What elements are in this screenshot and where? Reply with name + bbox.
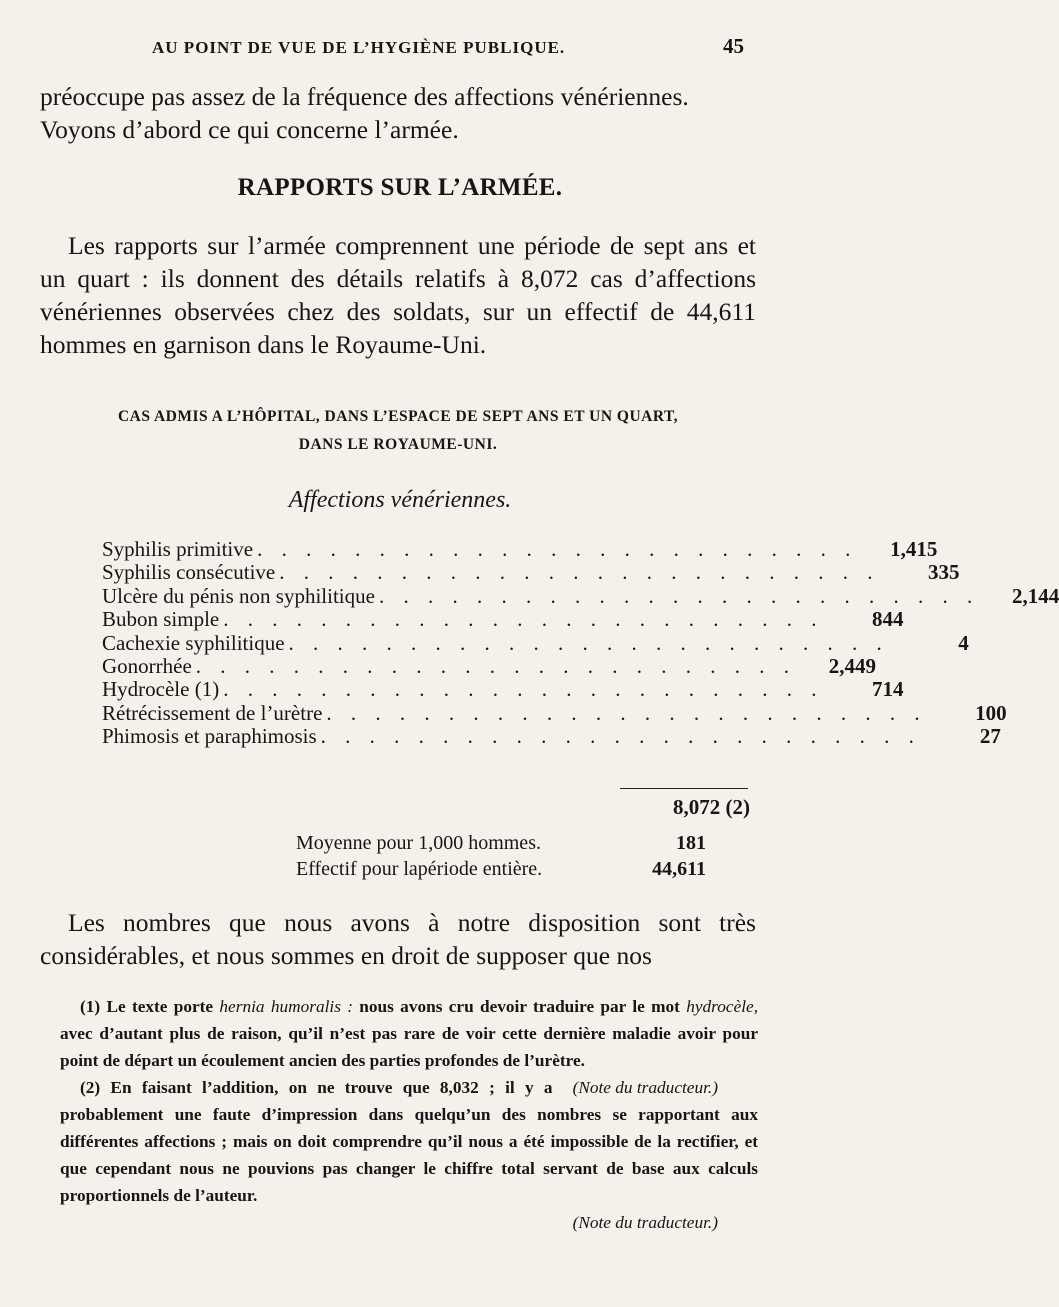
footnote-1-text: nous avons cru devoir traduire par le mot	[359, 997, 680, 1016]
footnote-1-term: hydrocèle,	[686, 997, 759, 1016]
footnote-1	[60, 993, 759, 1097]
row-label: Phimosis et paraphimosis	[102, 724, 317, 749]
dot-leader: . . . . . . . . . . . . . . . . . . . . . . . . .	[223, 677, 824, 702]
intro-line-2: Voyons d’abord ce qui concerne l’armée.	[40, 115, 459, 144]
footnote-1-text: (1) Le texte porte	[80, 997, 214, 1016]
row-value: 2,144	[1011, 583, 1059, 608]
mean-label: Moyenne pour 1,000 hommes.	[296, 832, 541, 854]
mean-row	[296, 832, 706, 855]
row-label: Gonorrhée	[102, 653, 192, 678]
footnote-1-text: avec d’autant plus de raison, qu’il n’est pas rare de voir cette dernière maladie avoir pour point de départ un écoulement ancien des parties profondes de l’urètre.	[60, 1024, 758, 1070]
row-label: Rétrécissement de l’urètre	[102, 700, 323, 725]
table-row	[102, 630, 969, 655]
dot-leader: . . . . . . . . . . . . . . . . . . . . . . . . .	[279, 560, 880, 585]
row-value: 2,449	[828, 653, 877, 678]
table-heading-line-1: CAS ADMIS A L’HÔPITAL, DANS L’ESPACE DE SEPT ANS ET UN QUART,	[117, 408, 679, 425]
effectif-value: 44,611	[652, 858, 706, 880]
effectif-label: Effectif pour lapériode entière.	[296, 858, 543, 880]
row-value: 335	[927, 560, 960, 585]
affections-table	[102, 537, 1059, 749]
row-label: Syphilis consécutive	[102, 560, 276, 585]
section-heading: RAPPORTS SUR L’ARMÉE.	[237, 174, 563, 201]
row-label: Bubon simple	[102, 607, 220, 632]
dot-leader: . . . . . . . . . . . . . . . . . . . . . . . . .	[378, 583, 980, 608]
footnote-1-term: hernia humoralis :	[219, 997, 353, 1016]
row-value: 844	[872, 607, 904, 632]
footnote-2: (2) En faisant l’addition, on ne trouve que 8,032 ; il y a probablement une faute d’impression dans quelqu’un des nombres se rapportant aux différentes affections ; mais on doit comprendre qu’il nous a été impossible de la rectifier, et que cependant nous ne pouvions pas changer le chiffre total servant de base aux calculs proportionnels de l’auteur.	[60, 1078, 758, 1205]
dot-leader: . . . . . . . . . . . . . . . . . . . . . . . . .	[288, 630, 889, 655]
effectif-row	[296, 858, 706, 881]
table-heading	[40, 403, 756, 459]
table-total: 8,072 (2)	[673, 795, 750, 819]
dot-leader: . . . . . . . . . . . . . . . . . . . . . . . . .	[257, 537, 858, 561]
table-row	[102, 583, 1059, 608]
footnotes	[60, 993, 758, 1236]
table-row	[102, 560, 960, 585]
row-value: 4	[958, 630, 969, 655]
table-row	[102, 677, 904, 702]
row-value: 100	[975, 700, 1007, 725]
row-label: Cachexie syphilitique	[102, 630, 285, 655]
dot-leader: . . . . . . . . . . . . . . . . . . . . . . . . .	[320, 724, 921, 749]
table-row	[102, 724, 1001, 749]
dot-leader: . . . . . . . . . . . . . . . . . . . . . . . . .	[223, 607, 824, 632]
row-value: 714	[871, 677, 904, 702]
row-label: Syphilis primitive	[102, 537, 254, 561]
table-subtitle: Affections vénériennes.	[288, 487, 512, 513]
footnote-1-signature: (Note du traducteur.)	[572, 1078, 718, 1097]
paragraph-2: Les nombres que nous avons à notre disposition sont très considérables, et nous sommes en droit de supposer que nos	[40, 908, 756, 970]
dot-leader: . . . . . . . . . . . . . . . . . . . . . . . . .	[195, 653, 797, 678]
paragraph-1: Les rapports sur l’armée comprennent une période de sept ans et un quart : ils donnent des détails relatifs à 8,072 cas d’affections vénériennes observées chez des soldats, sur un effectif de 44,611 hommes en garnison dans le Royaume-Uni.	[40, 231, 756, 359]
total-rule	[620, 788, 748, 789]
mean-value: 181	[676, 832, 706, 854]
row-label: Ulcère du pénis non syphilitique	[102, 583, 375, 608]
row-value: 27	[979, 724, 1001, 749]
running-title: AU POINT DE VUE DE L’HYGIÈNE PUBLIQUE.	[152, 38, 566, 57]
intro-text	[40, 80, 756, 146]
table-row	[102, 537, 938, 561]
intro-line-1: préoccupe pas assez de la fréquence des affections vénériennes.	[40, 82, 689, 111]
table-row	[102, 653, 877, 678]
dot-leader: . . . . . . . . . . . . . . . . . . . . . . . . .	[326, 700, 927, 725]
table-row	[102, 700, 1007, 725]
table-row	[102, 607, 904, 632]
footnote-2-signature: (Note du traducteur.)	[572, 1213, 718, 1232]
page-number: 45	[723, 34, 744, 58]
row-label: Hydrocèle (1)	[102, 677, 220, 702]
table-heading-line-2: DANS LE ROYAUME-UNI.	[298, 436, 498, 453]
running-head	[40, 34, 756, 66]
row-value: 1,415	[890, 537, 938, 561]
